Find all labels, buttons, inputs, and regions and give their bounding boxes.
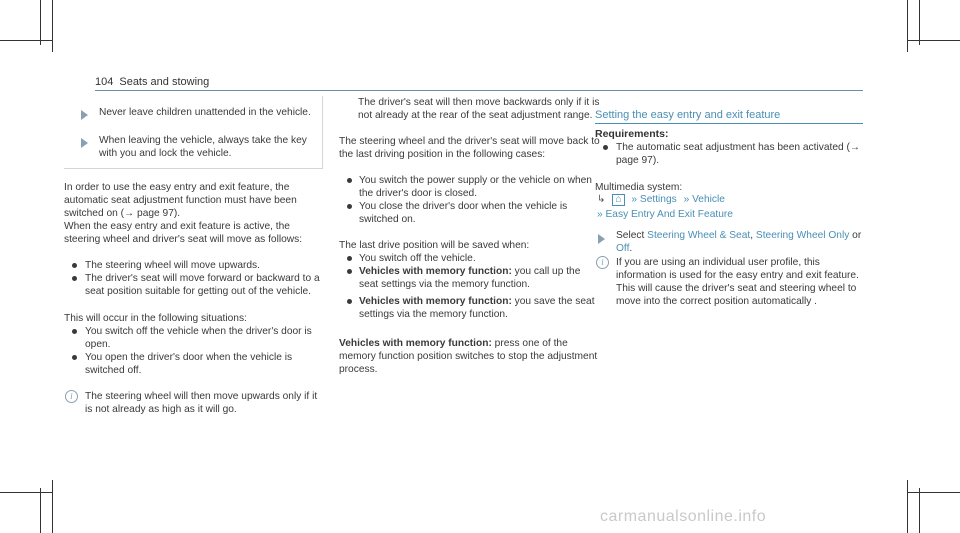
crop-mark — [52, 480, 53, 533]
bullet — [603, 145, 608, 150]
memory-label: Vehicles with memory function: — [339, 338, 492, 349]
bullet — [347, 299, 352, 304]
crop-mark — [40, 488, 41, 533]
menu-path — [597, 208, 867, 221]
crop-mark — [52, 0, 53, 52]
list-item: You close the driver's door when the vehicle is switched on. — [359, 201, 568, 225]
paragraph — [339, 337, 601, 376]
watermark: carmanualsonline.info — [600, 508, 767, 525]
chevron-right-icon: » — [683, 194, 690, 205]
list-item: You open the driver's door when the vehicle is switched off. — [85, 352, 293, 376]
easy-entry-link[interactable]: Easy Entry And Exit Feature — [605, 209, 733, 220]
off-option[interactable]: Off — [616, 243, 630, 254]
paragraph: The steering wheel and the driver's seat will move back to the last driving position in the following cases: — [339, 136, 600, 160]
header-rule — [95, 90, 863, 91]
page-number: 104 — [95, 76, 114, 88]
memory-label: Vehicles with memory function: — [359, 266, 512, 277]
separator: , — [750, 230, 756, 241]
list-item — [359, 265, 601, 291]
crop-mark — [907, 480, 908, 533]
multimedia-label: Multimedia system: — [595, 182, 683, 193]
return-arrow-icon: ↳ — [597, 194, 606, 205]
steering-wheel-only-option[interactable]: Steering Wheel Only — [755, 230, 850, 241]
crop-mark — [907, 0, 908, 52]
crop-mark — [908, 492, 960, 493]
step-verb: Select — [616, 230, 648, 241]
arrow-icon — [81, 138, 88, 148]
note-text: If you are using an individual user profile, this information is used for the easy entry and exit feature. This will cause the driver's seat and steering wheel to move into the correct position automatically . — [616, 257, 859, 307]
list-item: The steering wheel will move upwards. — [85, 260, 260, 271]
warning-text: Never leave children unattended in the vehicle. — [99, 107, 311, 118]
bullet — [72, 355, 77, 360]
vehicle-link[interactable]: Vehicle — [692, 194, 725, 205]
home-icon[interactable]: ⌂ — [612, 194, 624, 206]
paragraph: When the easy entry and exit feature is active, the steering wheel and driver's seat will move as follows: — [64, 221, 303, 245]
bullet — [72, 276, 77, 281]
page-header — [95, 76, 209, 88]
info-icon: i — [65, 390, 78, 403]
menu-path — [597, 193, 867, 206]
section-name: Seats and stowing — [119, 76, 210, 88]
paragraph: The driver's seat will then move backwards only if it is not already at the rear of the seat adjustment range. — [358, 97, 600, 121]
memory-label: Vehicles with memory function: — [359, 296, 512, 307]
paragraph: This will occur in the following situations: — [64, 313, 247, 324]
step-text — [616, 229, 866, 255]
chevron-right-icon: » — [631, 194, 638, 205]
chevron-right-icon: » — [597, 209, 603, 220]
crop-mark — [908, 40, 960, 41]
settings-link[interactable]: Settings — [639, 194, 677, 205]
bullet — [72, 329, 77, 334]
note-text: The steering wheel will then move upwards only if it is not already as high as it will go. — [85, 391, 318, 415]
crop-mark — [0, 40, 52, 41]
separator: . — [629, 243, 633, 254]
crop-mark — [919, 488, 920, 533]
arrow-icon — [81, 110, 88, 120]
paragraph: In order to use the easy entry and exit feature, the automatic seat adjustment function must have been switched on (→ page 97). — [64, 182, 297, 219]
section-title: Setting the easy entry and exit feature — [595, 109, 863, 124]
separator: or — [849, 230, 862, 241]
bullet — [72, 263, 77, 268]
requirements-title: Requirements: — [595, 128, 669, 140]
list-item: The automatic seat adjustment has been activated (→ page 97). — [616, 142, 861, 166]
bullet — [347, 178, 352, 183]
info-icon: i — [596, 256, 609, 269]
list-item: You switch off the vehicle when the driver's door is open. — [85, 326, 312, 350]
crop-mark — [40, 0, 41, 45]
paragraph-text: press one of the memory function position switches to stop the adjustment process. — [339, 338, 598, 375]
steering-wheel-seat-option[interactable]: Steering Wheel & Seat — [647, 230, 751, 241]
list-item-text: you call up the seat settings via the memory function. — [359, 266, 581, 290]
paragraph: The last drive position will be saved when: — [339, 240, 530, 251]
crop-mark — [0, 492, 52, 493]
list-item: You switch the power supply or the vehicle on when the driver's door is closed. — [359, 175, 592, 199]
bullet — [347, 256, 352, 261]
bullet — [347, 204, 352, 209]
list-item — [359, 295, 601, 321]
warning-text: When leaving the vehicle, always take the key with you and lock the vehicle. — [99, 135, 307, 159]
list-item: You switch off the vehicle. — [359, 253, 476, 264]
arrow-icon — [598, 234, 605, 244]
bullet — [347, 269, 352, 274]
list-item-text: you save the seat settings via the memory function. — [359, 296, 595, 320]
list-item: The driver's seat will move forward or backward to a seat position suitable for getting out of the vehicle. — [85, 273, 320, 297]
crop-mark — [919, 0, 920, 45]
